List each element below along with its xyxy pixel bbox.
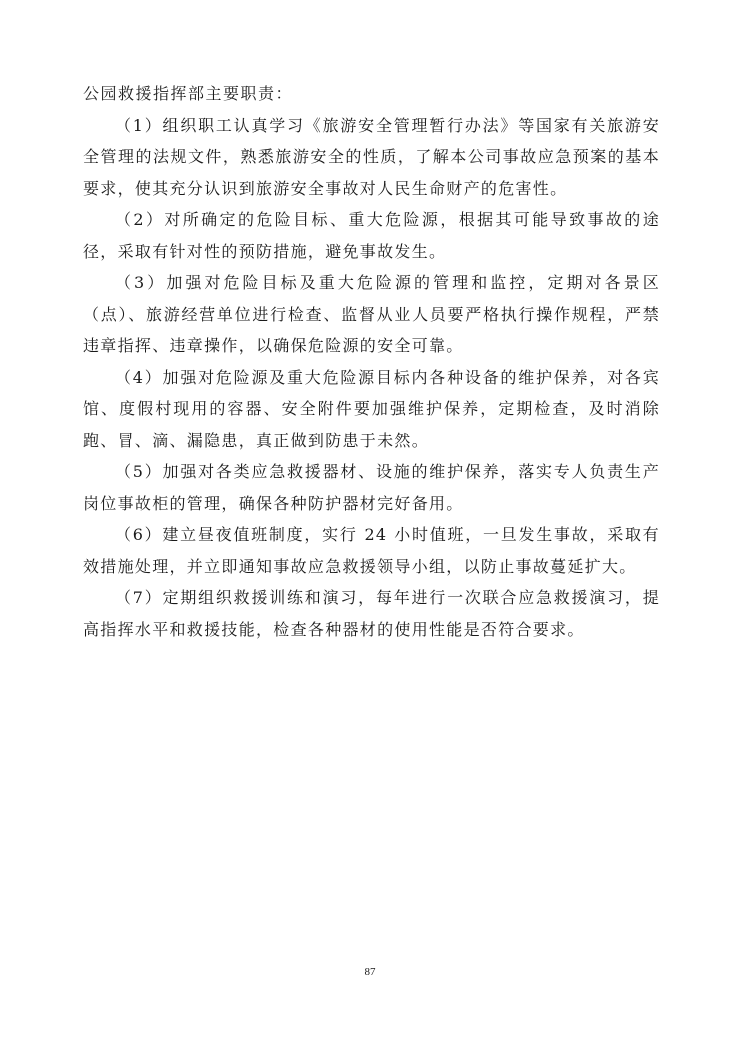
duty-item-1: （1）组织职工认真学习《旅游安全管理暂行办法》等国家有关旅游安全管理的法规文件，熟悉旅游安全的性质，了解本公司事故应急预案的基本要求，使其充分认识到旅游安全事故对人民生命财产的危害性。 — [83, 115, 660, 198]
page-content — [83, 78, 660, 645]
duty-item-7: （7）定期组织救援训练和演习，每年进行一次联合应急救援演习，提高指挥水平和救援技能，检查各种器材的使用性能是否符合要求。 — [83, 588, 660, 639]
duty-item-5: （5）加强对各类应急救援器材、设施的维护保养，落实专人负责生产岗位事故柜的管理，确保各种防护器材完好备用。 — [83, 462, 660, 513]
duty-list — [83, 110, 660, 646]
duty-item-4: （4）加强对危险源及重大危险源目标内各种设备的维护保养，对各宾馆、度假村现用的容器、安全附件要加强维护保养，定期检查，及时消除跑、冒、滴、漏隐患，真正做到防患于未然。 — [83, 367, 660, 450]
section-heading: 公园救援指挥部主要职责： — [83, 84, 294, 103]
duty-item-6: （6）建立昼夜值班制度，实行 24 小时值班，一旦发生事故，采取有效措施处理，并立即通知事故应急救援领导小组，以防止事故蔓延扩大。 — [83, 525, 660, 576]
duty-item-3: （3）加强对危险目标及重大危险源的管理和监控，定期对各景区（点）、旅游经营单位进行检查、监督从业人员要严格执行操作规程，严禁违章指挥、违章操作，以确保危险源的安全可靠。 — [83, 273, 660, 355]
duty-item-2: （2）对所确定的危险目标、重大危险源，根据其可能导致事故的途径，采取有针对性的预防措施，避免事故发生。 — [83, 210, 660, 261]
page-number: 87 — [364, 966, 376, 978]
